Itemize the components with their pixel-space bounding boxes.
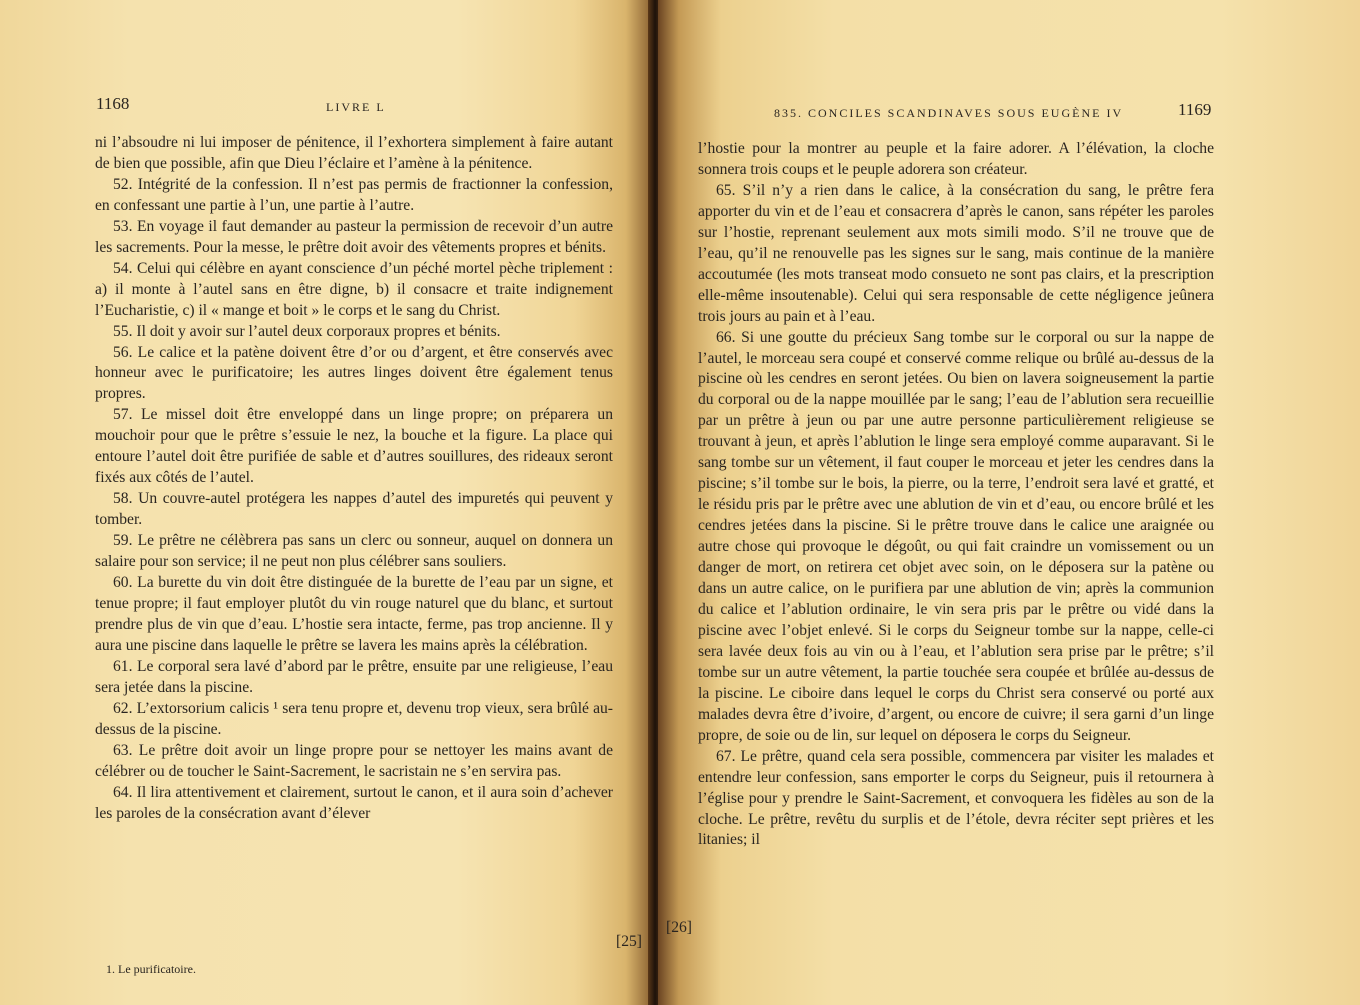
right-text-column <box>698 139 1214 851</box>
paragraph: 67. Le prêtre, quand cela sera possible, commencera par visiter les malades et entendre leur confession, sans emporter le corps du Seigneur, puis il retournera à l’église pour y prendre le Saint-Sacrement, et convoquera les fidèles au son de la cloche. Le prêtre, revêtu du surplis et de l’étole, devra réciter sept prières et les litanies; il <box>698 747 1214 849</box>
paragraph: 64. Il lira attentivement et clairement, surtout le canon, et il aura soin d’achever les paroles de la consécration avant d’élever <box>95 783 613 822</box>
footnote: 1. Le purificatoire. <box>106 962 196 976</box>
paragraph: 62. L’extorsorium calicis ¹ sera tenu propre et, devenu trop vieux, sera brûlé au-dessus de la piscine. <box>95 699 613 738</box>
paragraph: 65. S’il n’y a rien dans le calice, à la consécration du sang, le prêtre fera apporter du vin et de l’eau et consacrera d’après le canon, sans répéter les paroles sur l’hostie, reprenant seulement aux mots simili modo. S’il ne trouve que de l’eau, qu’il ne renouvelle pas les signes sur le sang, mais continue de la manière accoutumée (les mots transeat modo consueto ne sont pas clairs, et la prescription elle-même insoutenable). Celui qui sera responsable de cette négligence jeûnera trois jours au pain et à l’eau. <box>698 181 1214 325</box>
paragraph: 53. En voyage il faut demander au pasteur la permission de recevoir d’un autre les sacrements. Pour la messe, le prêtre doit avoir des vêtements propres et bénits. <box>95 217 613 256</box>
left-text-column <box>95 133 613 824</box>
paragraph: 55. Il doit y avoir sur l’autel deux corporaux propres et bénits. <box>113 322 501 340</box>
paragraph: ni l’absoudre ni lui imposer de pénitence, il l’exhortera simplement à faire autant de bien que possible, afin que Dieu l’éclaire et l’amène à la pénitence. <box>95 134 613 172</box>
paragraph: 58. Un couvre-autel protégera les nappes d’autel des impuretés qui peuvent y tomber. <box>95 490 613 529</box>
running-head: 835. CONCILES SCANDINAVES SOUS EUGÈNE IV <box>774 106 1124 120</box>
paragraph: 60. La burette du vin doit être distinguée de la burette de l’eau par un signe, et tenue propre; il faut employer plutôt du vin rouge naturel que du blanc, et surtout prendre plus de vin que d’eau. L’hostie sera intacte, ferme, pas trop ancienne. Il y aura une piscine dans laquelle le prêtre se lavera les mains après la célébration. <box>95 574 613 654</box>
running-head: LIVRE L <box>326 100 386 114</box>
paragraph: 66. Si une goutte du précieux Sang tombe sur le corporal ou sur la nappe de l’autel, le morceau sera coupé et conservé comme relique ou brûlé au-dessus de la piscine où les cendres en seront jetées. Ou bien on lavera soigneusement la partie du corporal ou de la nappe mouillée par le sang; l’eau de l’ablution sera recueillie par un prêtre à jeun ou par une autre personne particulièrement religieuse se trouvant à jeun, et après l’ablution le linge sera employé comme auparavant. Si le sang tombe sur un vêtement, il faut couper le morceau et jeter les cendres dans la piscine; s’il tombe sur le bois, la pierre, ou la terre, l’endroit sera lavé et gratté, et le résidu pris par le prêtre avec une ablution de vin et d’eau, ou encore brûlé et les cendres jetées dans la piscine. Si le prêtre trouve dans le calice une araignée ou autre chose qui provoque le dégoût, ou qui fait craindre un vomissement ou un danger de mort, on retirera cet objet avec soin, on le déposera sur la patène ou dans un autre calice, on le purifiera par une ablution de vin; après la communion du calice et l’ablution ordinaire, le vin sera pris par le prêtre ou vidé dans la piscine avec l’objet enlevé. Si le corps du Seigneur tombe sur la nappe, celle-ci sera lavée deux fois au vin ou à l’eau, et l’ablution sera prise par le prêtre; s’il tombe sur un autre vêtement, la partie touchée sera coupée et brûlée au-dessus de la piscine. Le ciboire dans lequel le corps du Christ sera conservé ou porté aux malades devra être d’ivoire, d’argent, ou encore de cuivre; il sera garni d’un linge propre, de soie ou de lin, sur lequel on déposera le corps du Seigneur. <box>698 328 1214 744</box>
page-number: 1169 <box>1178 100 1212 119</box>
paragraph: 63. Le prêtre doit avoir un linge propre pour se nettoyer les mains avant de célébrer ou de toucher le Saint-Sacrement, le sacristain ne s’en servira pas. <box>95 741 613 780</box>
paragraph: 59. Le prêtre ne célèbrera pas sans un clerc ou sonneur, auquel on donnera un salaire pour son service; il ne peut non plus célébrer sans souliers. <box>95 532 613 571</box>
margin-note: [26] <box>666 919 692 936</box>
right-page <box>658 0 1360 1005</box>
paragraph: 54. Celui qui célèbre en ayant conscience d’un péché mortel pèche triplement : a) il monte à l’autel sans en être digne, b) il consacre et traite indignement l’Eucharistie, c) il « mange et boit » le corps et le sang du Christ. <box>95 259 613 319</box>
paragraph: 57. Le missel doit être enveloppé dans un linge propre; on préparera un mouchoir pour que le prêtre s’essuie le nez, la bouche et la figure. La place qui entoure l’autel doit être purifiée de sable et d’autres souillures, des rideaux seront fixés aux côtés de l’autel. <box>95 406 613 487</box>
margin-note: [25] <box>616 933 642 950</box>
page-number: 1168 <box>96 94 130 113</box>
paragraph: 61. Le corporal sera lavé d’abord par le prêtre, ensuite par une religieuse, l’eau sera jetée dans la piscine. <box>95 657 613 696</box>
paragraph: l’hostie pour la montrer au peuple et la faire adorer. A l’élévation, la cloche sonnera trois coups et le peuple adorera son créateur. <box>698 140 1214 178</box>
paragraph: 52. Intégrité de la confession. Il n’est pas permis de fractionner la confession, en confessant une partie à l’un, une partie à l’autre. <box>95 175 613 214</box>
paragraph: 56. Le calice et la patène doivent être d’or ou d’argent, et être conservés avec honneur avec le purificatoire; les autres linges doivent être également tenus propres. <box>95 343 613 403</box>
left-page <box>0 0 652 1005</box>
